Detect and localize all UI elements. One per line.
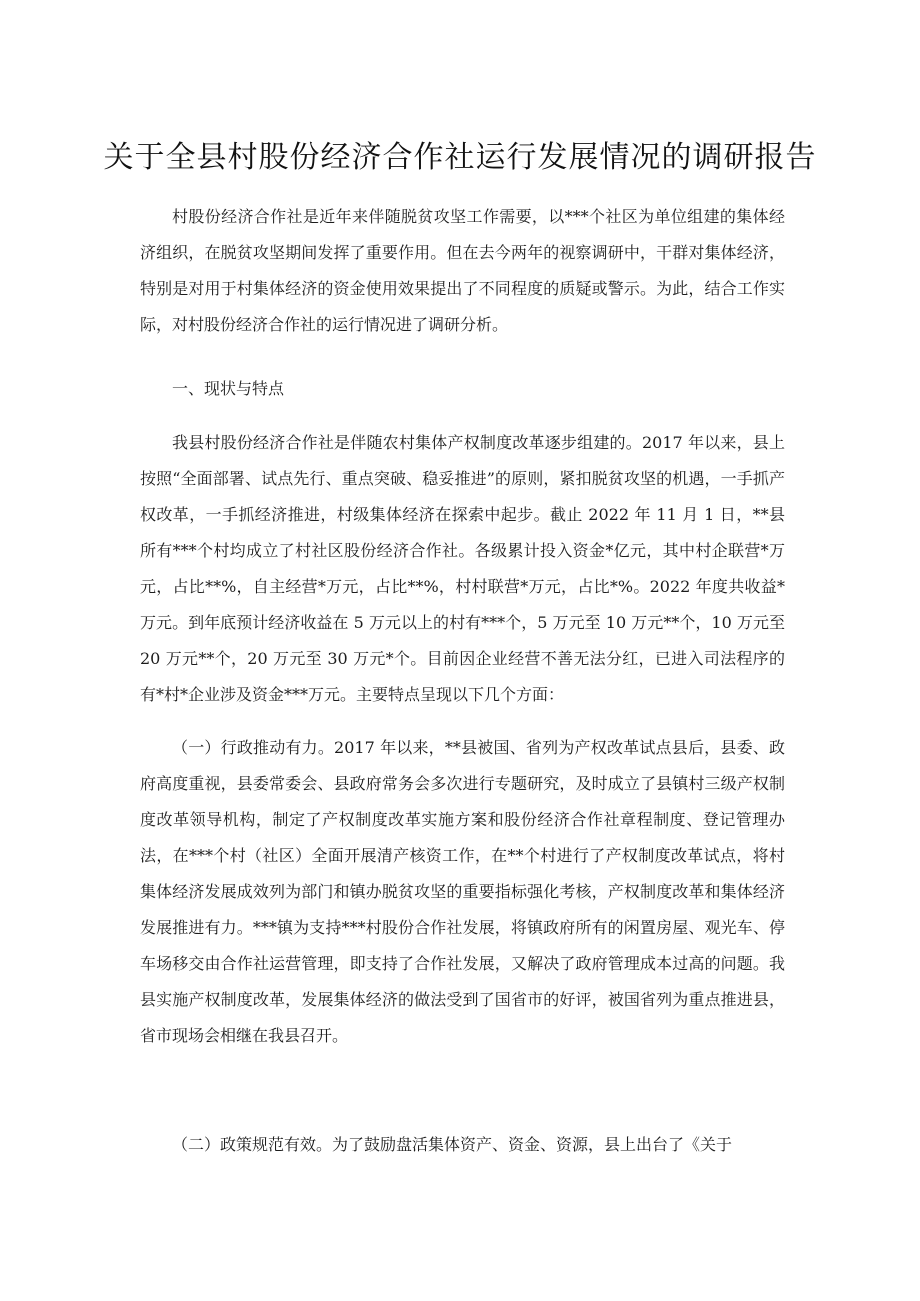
section-heading-status: 一、现状与特点 bbox=[172, 379, 285, 398]
point-paragraph-admin-push: （一）行政推动有力。2017 年以来，**县被国、省列为产权改革试点县后，县委、政府高度重视，县委常委会、县政府常务会多次进行专题研究，及时成立了县镇村三级产权制度改革领导机构，制定了产权制度改革实施方案和股份经济合作社章程制度、登记管理办法，在***个村（社区）全面开展清产核资工作，在**个村进行了产权制度改革试点，将村集体经济发展成效列为部门和镇办脱贫攻坚的重要指标强化考核，产权制度改革和集体经济发展推进有力。***镇为支持***村股份合作社发展，将镇政府所有的闲置房屋、观光车、停车场移交由合作社运营管理，即支持了合作社发展，又解决了政府管理成本过高的问题。我县实施产权制度改革，发展集体经济的做法受到了国省市的好评，被国省列为重点推进县，省市现场会相继在我县召开。 bbox=[140, 738, 785, 1045]
intro-paragraph: 村股份经济合作社是近年来伴随脱贫攻坚工作需要，以***个社区为单位组建的集体经济组织，在脱贫攻坚期间发挥了重要作用。但在去今两年的视察调研中，干群对集体经济，特别是对用于村集体经济的资金使用效果提出了不同程度的质疑或警示。为此，结合工作实际，对村股份经济合作社的运行情况进了调研分析。 bbox=[140, 207, 785, 334]
point-paragraph-policy: （二）政策规范有效。为了鼓励盘活集体资产、资金、资源，县上出台了《关于 bbox=[172, 1135, 733, 1154]
document-title: 关于全县村股份经济合作社运行发展情况的调研报告 bbox=[103, 140, 817, 175]
section-paragraph-status: 我县村股份经济合作社是伴随农村集体产权制度改革逐步组建的。2017 年以来，县上按照“全面部署、试点先行、重点突破、稳妥推进”的原则，紧扣脱贫攻坚的机遇，一手抓产权改革，一手抓经济推进，村级集体经济在探索中起步。截止 2022 年 11 月 1 日，**县所有***个村均成立了村社区股份经济合作社。各级累计投入资金*亿元，其中村企联营*万元，占比**%，自主经营*万元，占比**%，村村联营*万元，占比*%。2022 年度共收益*万元。到年底预计经济收益在 5 万元以上的村有***个，5 万元至 10 万元**个，10 万元至 20 万元**个，20 万元至 30 万元*个。目前因企业经营不善无法分红，已进入司法程序的有*村*企业涉及资金***万元。主要特点呈现以下几个方面： bbox=[140, 433, 785, 704]
